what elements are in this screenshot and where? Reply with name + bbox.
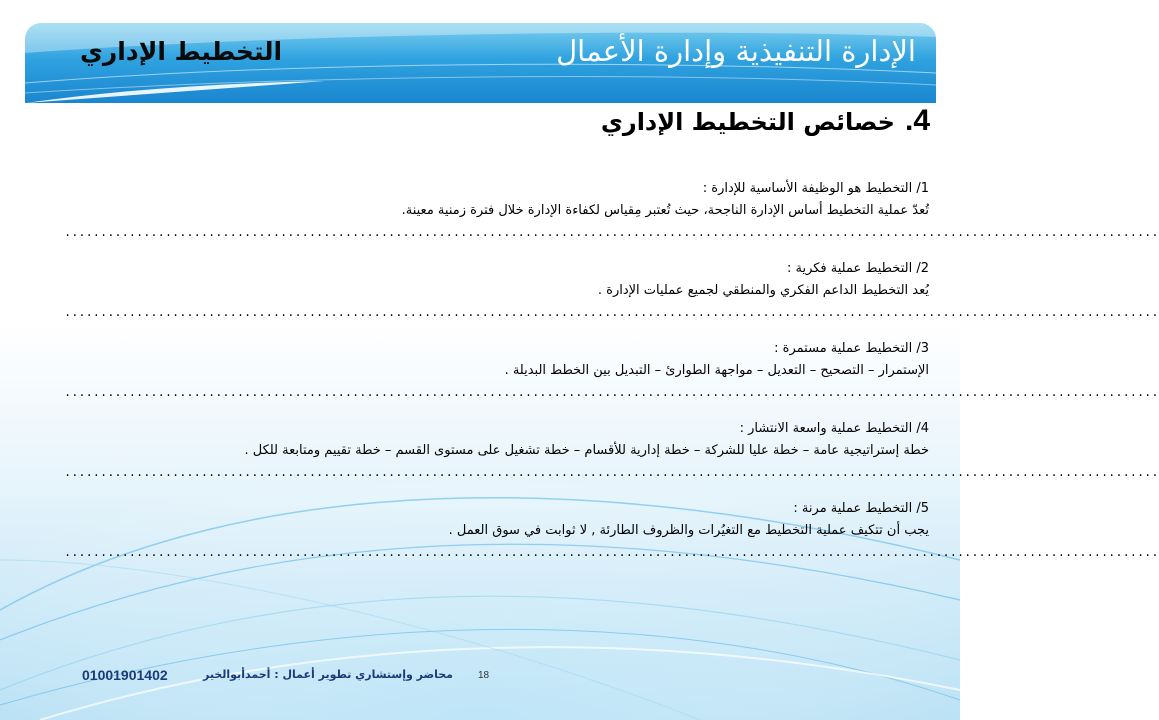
header-subject: التخطيط الإداري [80, 37, 283, 66]
header-title: الإدارة التنفيذية وإدارة الأعمال [556, 34, 916, 68]
item-description: الإستمرار – التصحيح – التعديل – مواجهة الطوارئ – التبديل بين الخطط البديلة . [504, 363, 929, 378]
page-number: 18 [478, 670, 490, 681]
item-title: 1/ التخطيط هو الوظيفة الأساسية للإدارة : [702, 181, 929, 196]
list-item [64, 178, 1159, 258]
item-description: يجب أن تتكيف عملية التخطيط مع التغيُرات والظروف الطارئة , لا ثوابت في سوق العمل . [448, 523, 929, 538]
dotted-separator: ........................................................................................................................................................ [64, 306, 1159, 320]
dotted-separator: ........................................................................................................................................................ [64, 546, 1159, 560]
characteristics-list [64, 178, 1159, 578]
dotted-separator: ........................................................................................................................................................ [64, 466, 1159, 480]
footer-lecturer: محاضر وإستشاري تطوير أعمال : أحمدأبوالخير [203, 668, 453, 681]
item-title: 2/ التخطيط عملية فكرية : [786, 261, 929, 276]
dotted-separator: ........................................................................................................................................................ [64, 386, 1159, 400]
item-description: يُعد التخطيط الداعم الفكري والمنطقي لجميع عمليات الإدارة . [597, 283, 929, 298]
section-heading [601, 104, 930, 138]
section-heading-text: خصائص التخطيط الإداري [600, 108, 895, 136]
item-description: خطة إستراتيجية عامة – خطة عليا للشركة – خطة إدارية للأقسام – خطة تشغيل على مستوى القسم – خطة تقييم ومتابعة للكل . [244, 443, 929, 458]
footer-phone: 01001901402 [82, 667, 168, 683]
item-title: 3/ التخطيط عملية مستمرة : [774, 341, 929, 356]
list-item [64, 498, 1159, 578]
list-item [64, 338, 1159, 418]
item-title: 5/ التخطيط عملية مرنة : [793, 501, 929, 516]
list-item [64, 258, 1159, 338]
item-title: 4/ التخطيط عملية واسعة الانتشار : [739, 421, 929, 436]
dotted-separator: ........................................................................................................................................................ [64, 226, 1159, 240]
section-number: 4. [904, 104, 930, 137]
list-item [64, 418, 1159, 498]
item-description: تُعدّ عملية التخطيط أساس الإدارة الناجحة، حيث تُعتبر مِقياس لكفاءة الإدارة خلال فترة زمنية معينة. [401, 203, 929, 218]
